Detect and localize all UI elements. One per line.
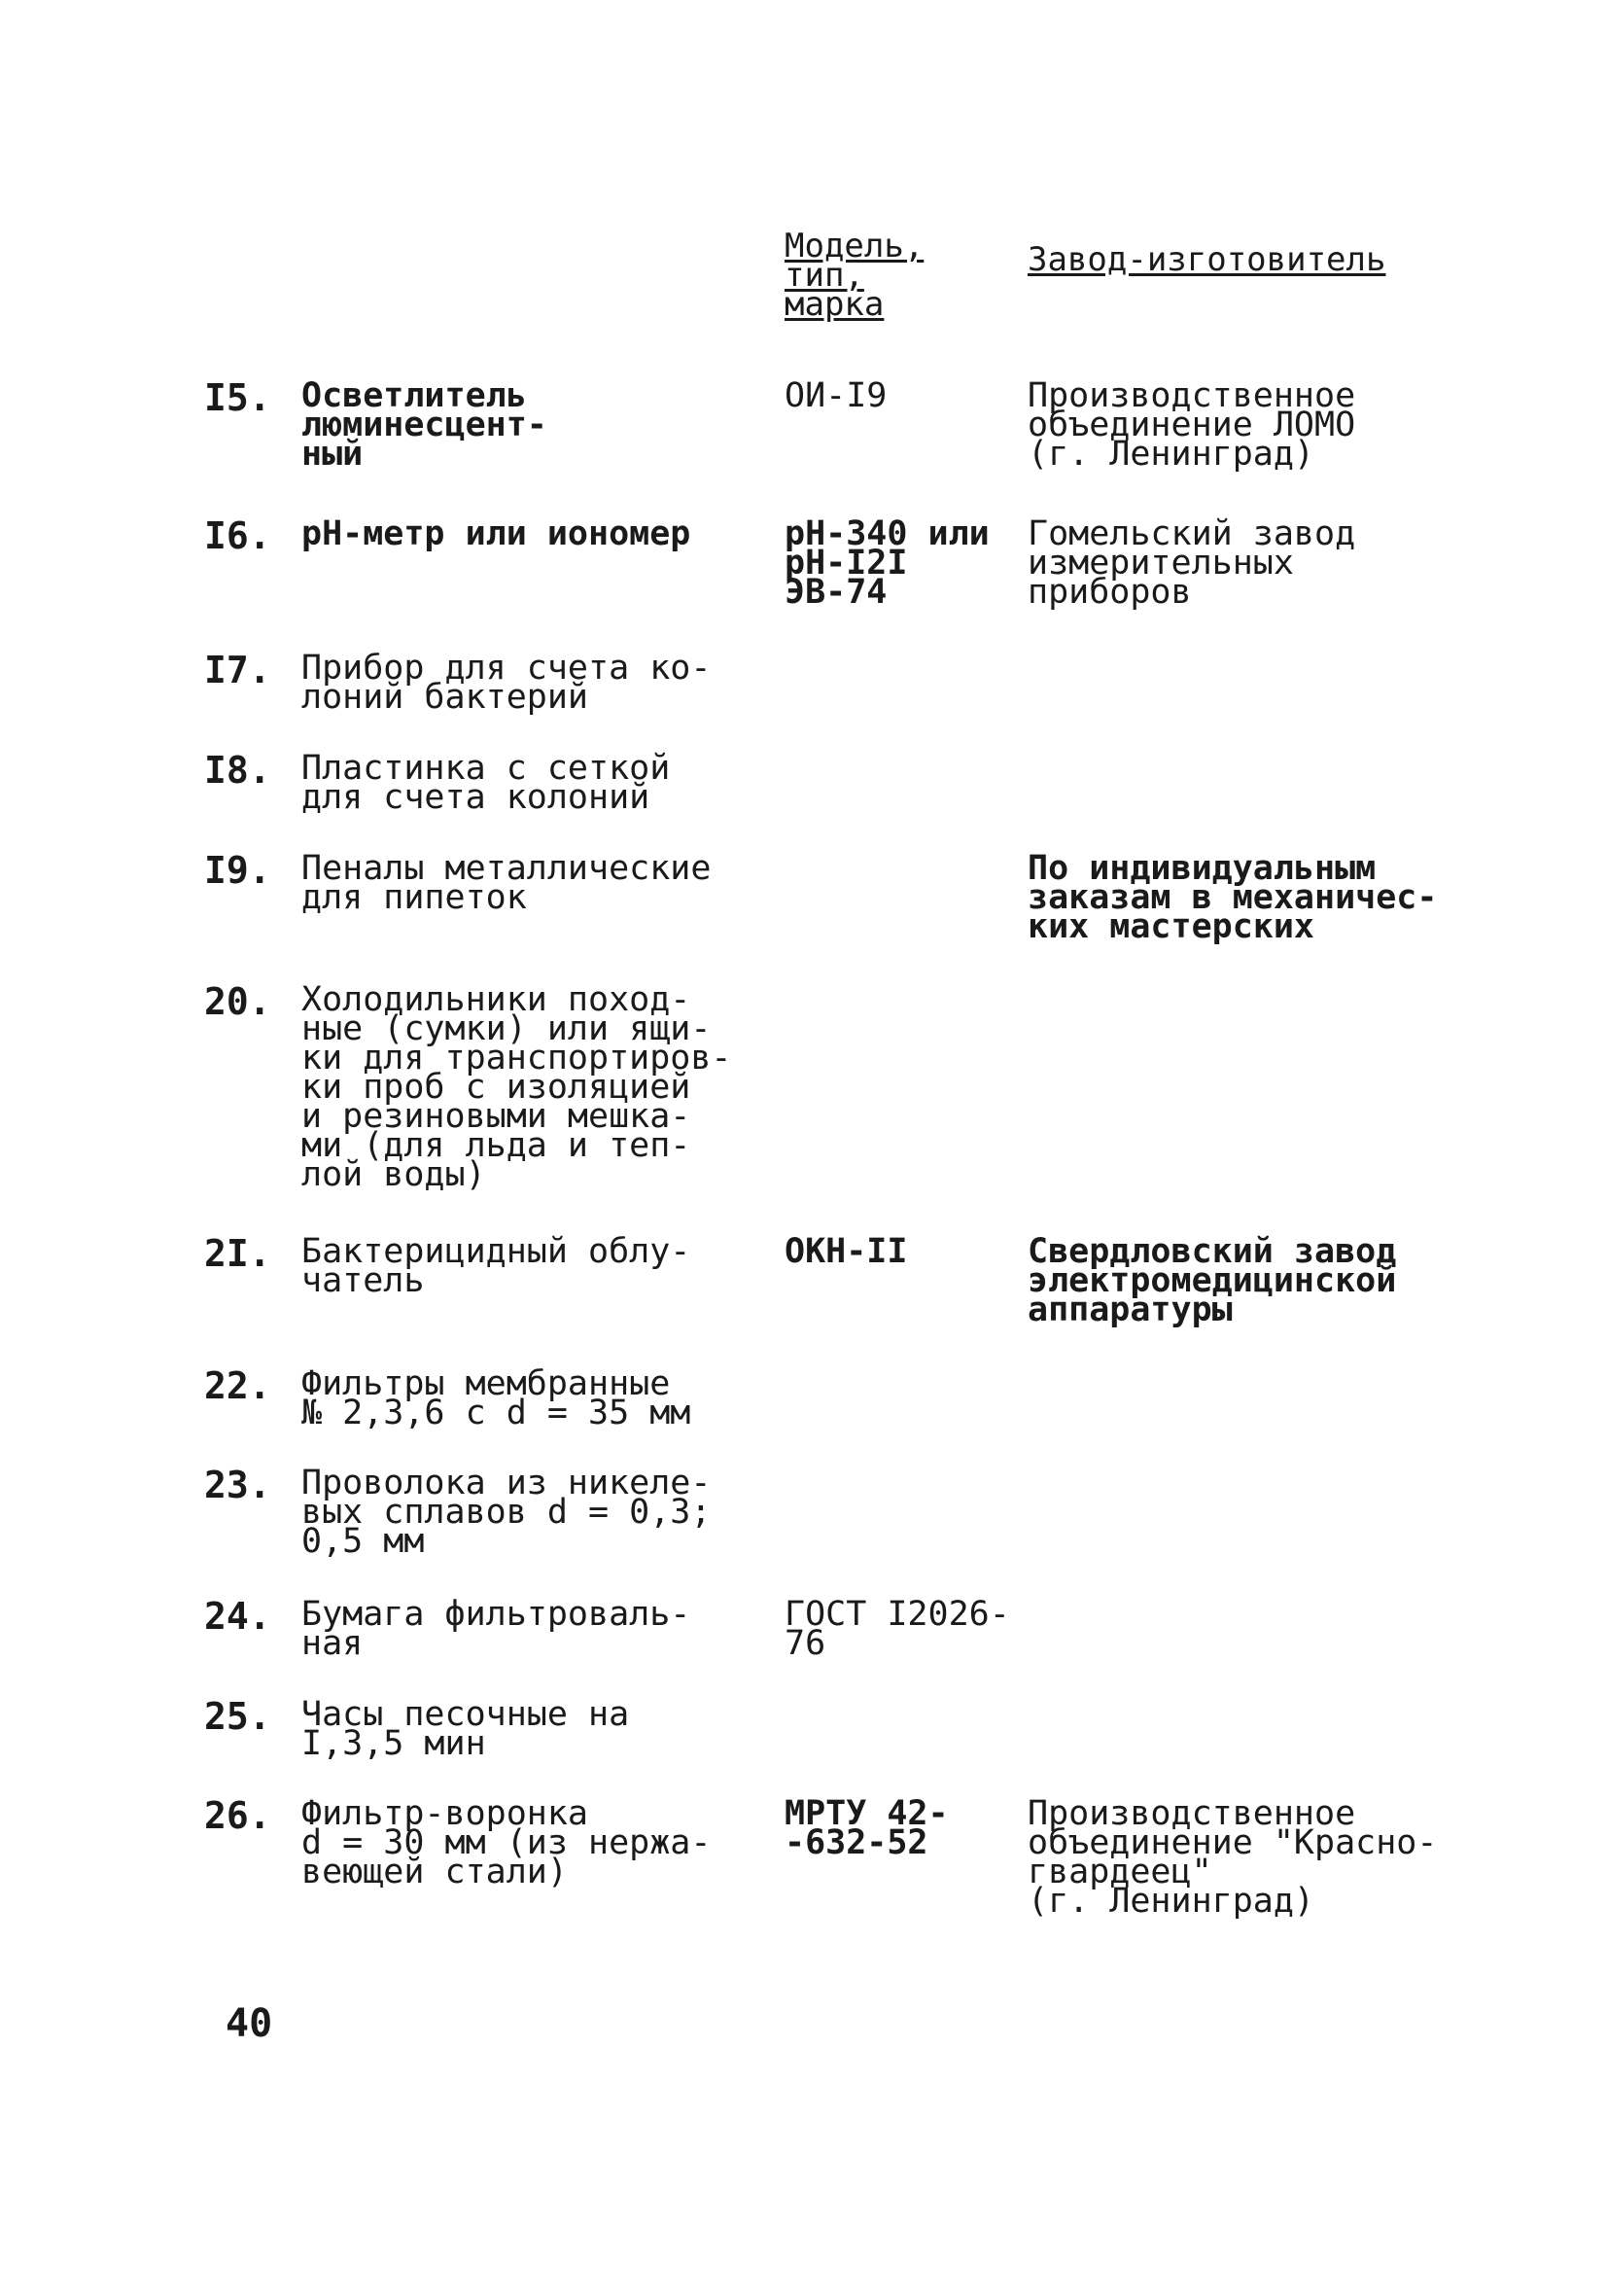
item-model: ОКН-II xyxy=(785,1232,908,1271)
item-name: Пластинка с сеткой для счета колоний xyxy=(301,749,671,817)
item-name: Осветлитель люминесцент- ный xyxy=(301,376,547,474)
item-number: 20. xyxy=(204,980,271,1023)
item-number: 2I. xyxy=(204,1232,271,1275)
item-number: 26. xyxy=(204,1794,271,1837)
item-name: Бумага фильтроваль- ная xyxy=(301,1595,691,1663)
item-number: 22. xyxy=(204,1364,271,1407)
item-name: рН-метр или иономер xyxy=(301,514,691,553)
item-name: Бактерицидный облу- чатель xyxy=(301,1232,691,1300)
item-number: 25. xyxy=(204,1695,271,1738)
item-number: I9. xyxy=(204,849,271,892)
item-maker: Производственное объединение ЛОМО (г. Ленинград) xyxy=(1028,376,1356,474)
item-number: I6. xyxy=(204,514,271,557)
item-number: I8. xyxy=(204,749,271,792)
item-number: 24. xyxy=(204,1595,271,1638)
item-maker: Свердловский завод электромедицинской аппаратуры xyxy=(1028,1232,1397,1329)
maker-column-header: Завод-изготовитель xyxy=(1028,240,1386,279)
item-maker: Производственное объединение "Красно- гвардеец" (г. Ленинград) xyxy=(1028,1794,1438,1921)
item-model: ГОСТ I2026-76 xyxy=(785,1595,1010,1663)
item-name: Холодильники поход- ные (сумки) или ящи- ки для транспортиров- ки проб с изоляцией и резиновыми мешка- ми (для льда и теп- лой воды) xyxy=(301,980,732,1194)
page-number: 40 xyxy=(226,2001,273,2046)
item-model: рН-340 или рН-I2I ЭВ-74 xyxy=(785,514,990,612)
model-column-header: Модель, тип, марка xyxy=(785,227,925,324)
item-maker: Гомельский завод измерительных приборов xyxy=(1028,514,1356,612)
item-name: Проволока из никеле- вых сплавов d = 0,3; 0,5 мм xyxy=(301,1464,712,1561)
item-number: I7. xyxy=(204,649,271,691)
item-name: Пеналы металлические для пипеток xyxy=(301,849,712,917)
item-model: ОИ-I9 xyxy=(785,376,888,415)
item-name: Фильтр-воронка d = 30 мм (из нержа- веющей стали) xyxy=(301,1794,712,1891)
item-name: Часы песочные на I,3,5 мин xyxy=(301,1695,630,1763)
item-name: Прибор для счета ко- лоний бактерий xyxy=(301,649,712,717)
item-model: МРТУ 42- -632-52 xyxy=(785,1794,949,1862)
item-number: 23. xyxy=(204,1464,271,1506)
item-name: Фильтры мембранные № 2,3,6 с d = 35 мм xyxy=(301,1364,691,1432)
item-maker: По индивидуальным заказам в механичес- ких мастерских xyxy=(1028,849,1438,946)
item-number: I5. xyxy=(204,376,271,419)
